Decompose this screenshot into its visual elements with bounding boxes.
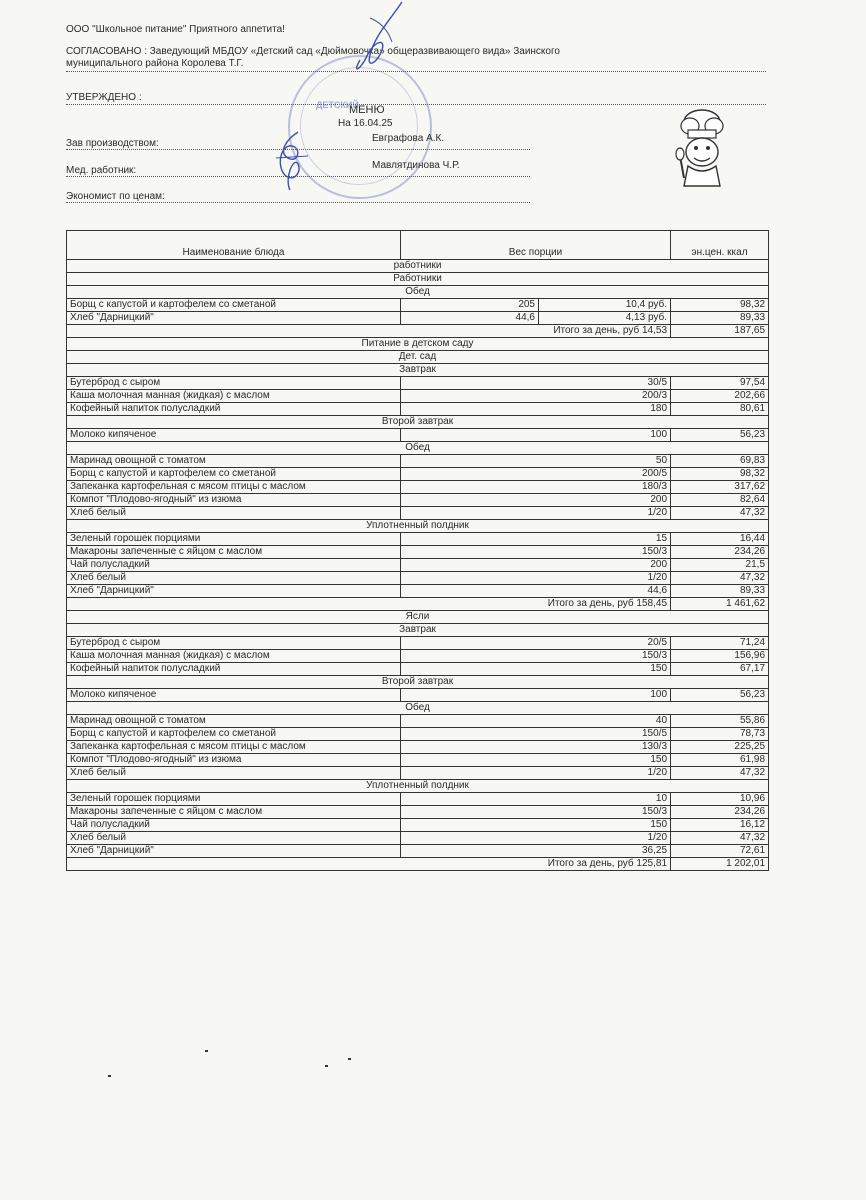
table-header-row bbox=[67, 231, 769, 260]
dish-name: Борщ с капустой и картофелем со сметаной bbox=[67, 728, 401, 741]
scan-speck bbox=[325, 1065, 328, 1067]
section-title: Завтрак bbox=[67, 364, 769, 377]
section-row bbox=[67, 260, 769, 273]
agreed-line-2: муниципального района Королева Т.Г. bbox=[66, 58, 244, 69]
section-title: Второй завтрак bbox=[67, 416, 769, 429]
signature-mark bbox=[330, 0, 410, 80]
agreed-dotted-line bbox=[66, 71, 766, 72]
table-row bbox=[67, 806, 769, 819]
dish-weight: 200 bbox=[401, 559, 671, 572]
dish-name: Чай полусладкий bbox=[67, 819, 401, 832]
dish-weight: 150 bbox=[401, 819, 671, 832]
dish-weight: 10 bbox=[401, 793, 671, 806]
dish-weight: 15 bbox=[401, 533, 671, 546]
section-row bbox=[67, 442, 769, 455]
dish-name: Зеленый горошек порциями bbox=[67, 533, 401, 546]
dish-kcal: 56,23 bbox=[671, 689, 769, 702]
dish-name: Борщ с капустой и картофелем со сметаной bbox=[67, 299, 401, 312]
total-label: Итого за день, руб 14,53 bbox=[67, 325, 671, 338]
dish-kcal: 72,61 bbox=[671, 845, 769, 858]
dish-name: Запеканка картофельная с мясом птицы с маслом bbox=[67, 481, 401, 494]
table-row bbox=[67, 468, 769, 481]
dish-kcal: 55,86 bbox=[671, 715, 769, 728]
dish-kcal: 78,73 bbox=[671, 728, 769, 741]
header-energy-kcal: эн.цен. ккал bbox=[671, 231, 769, 260]
dish-name: Маринад овощной с томатом bbox=[67, 715, 401, 728]
table-row bbox=[67, 390, 769, 403]
table-row bbox=[67, 845, 769, 858]
chef-icon bbox=[672, 106, 734, 190]
section-title: Завтрак bbox=[67, 624, 769, 637]
signature-medic bbox=[268, 128, 328, 198]
table-row bbox=[67, 546, 769, 559]
dish-weight: 150/3 bbox=[401, 546, 671, 559]
header-dish-name: Наименование блюда bbox=[67, 231, 401, 260]
section-title: Второй завтрак bbox=[67, 676, 769, 689]
section-title: Обед bbox=[67, 286, 769, 299]
section-row bbox=[67, 780, 769, 793]
section-row bbox=[67, 286, 769, 299]
dish-kcal: 47,32 bbox=[671, 767, 769, 780]
dish-name: Молоко кипяченое bbox=[67, 429, 401, 442]
dish-name: Каша молочная манная (жидкая) с маслом bbox=[67, 390, 401, 403]
dish-name: Хлеб белый bbox=[67, 832, 401, 845]
total-row bbox=[67, 325, 769, 338]
dish-weight: 100 bbox=[401, 429, 671, 442]
table-row bbox=[67, 403, 769, 416]
menu-date: На 16.04.25 bbox=[338, 118, 393, 129]
dish-kcal: 21,5 bbox=[671, 559, 769, 572]
total-row bbox=[67, 858, 769, 871]
section-title: Ясли bbox=[67, 611, 769, 624]
dish-weight: 200 bbox=[401, 494, 671, 507]
dish-weight: 150 bbox=[401, 663, 671, 676]
dish-weight: 44,6 bbox=[401, 312, 539, 325]
table-row bbox=[67, 832, 769, 845]
dish-kcal: 16,12 bbox=[671, 819, 769, 832]
section-title: Уплотненный полдник bbox=[67, 780, 769, 793]
section-row bbox=[67, 416, 769, 429]
section-row bbox=[67, 702, 769, 715]
dish-kcal: 156,96 bbox=[671, 650, 769, 663]
dish-weight: 1/20 bbox=[401, 507, 671, 520]
dish-name: Хлеб "Дарницкий" bbox=[67, 845, 401, 858]
dish-weight: 200/5 bbox=[401, 468, 671, 481]
section-title: Работники bbox=[67, 273, 769, 286]
dish-weight: 100 bbox=[401, 689, 671, 702]
table-row bbox=[67, 767, 769, 780]
menu-title: МЕНЮ bbox=[349, 104, 385, 116]
agreed-line-1: СОГЛАСОВАНО : Заведующий МБДОУ «Детский сад «Дюймовочка» общеразвивающего вида» Заинского bbox=[66, 46, 560, 57]
dish-name: Борщ с капустой и картофелем со сметаной bbox=[67, 468, 401, 481]
section-row bbox=[67, 611, 769, 624]
dish-price: 4,13 руб. bbox=[539, 312, 671, 325]
dish-kcal: 69,83 bbox=[671, 455, 769, 468]
dish-kcal: 80,61 bbox=[671, 403, 769, 416]
menu-table-body bbox=[67, 231, 769, 871]
dish-name: Зеленый горошек порциями bbox=[67, 793, 401, 806]
dish-kcal: 97,54 bbox=[671, 377, 769, 390]
dish-kcal: 47,32 bbox=[671, 507, 769, 520]
dish-name: Хлеб "Дарницкий" bbox=[67, 585, 401, 598]
total-kcal: 187,65 bbox=[671, 325, 769, 338]
dish-name: Хлеб белый bbox=[67, 572, 401, 585]
dish-kcal: 225,25 bbox=[671, 741, 769, 754]
table-row bbox=[67, 455, 769, 468]
table-row bbox=[67, 793, 769, 806]
section-row bbox=[67, 364, 769, 377]
economist-label: Экономист по ценам: bbox=[66, 191, 165, 202]
dish-weight: 44,6 bbox=[401, 585, 671, 598]
dish-weight: 36,25 bbox=[401, 845, 671, 858]
table-row bbox=[67, 819, 769, 832]
table-row bbox=[67, 312, 769, 325]
dish-kcal: 47,32 bbox=[671, 572, 769, 585]
section-title: Уплотненный полдник bbox=[67, 520, 769, 533]
dish-weight: 150/3 bbox=[401, 650, 671, 663]
section-title: Обед bbox=[67, 702, 769, 715]
section-title: работники bbox=[67, 260, 769, 273]
dish-name: Макароны запеченные с яйцом с маслом bbox=[67, 806, 401, 819]
dish-weight: 1/20 bbox=[401, 767, 671, 780]
dish-weight: 40 bbox=[401, 715, 671, 728]
dish-kcal: 317,62 bbox=[671, 481, 769, 494]
table-row bbox=[67, 754, 769, 767]
approved-label: УТВЕРЖДЕНО : bbox=[66, 92, 142, 103]
total-label: Итого за день, руб 125,81 bbox=[67, 858, 671, 871]
dish-name: Запеканка картофельная с мясом птицы с маслом bbox=[67, 741, 401, 754]
seal-stamp-text: ДЕТСКИЙ bbox=[316, 100, 359, 110]
section-title: Дет. сад bbox=[67, 351, 769, 364]
dish-name: Молоко кипяченое bbox=[67, 689, 401, 702]
medic-label: Мед. работник: bbox=[66, 165, 137, 176]
dish-weight: 130/3 bbox=[401, 741, 671, 754]
dish-kcal: 67,17 bbox=[671, 663, 769, 676]
dish-name: Каша молочная манная (жидкая) с маслом bbox=[67, 650, 401, 663]
table-row bbox=[67, 494, 769, 507]
table-row bbox=[67, 481, 769, 494]
dish-kcal: 47,32 bbox=[671, 832, 769, 845]
dish-name: Хлеб белый bbox=[67, 507, 401, 520]
dish-name: Чай полусладкий bbox=[67, 559, 401, 572]
dish-kcal: 10,96 bbox=[671, 793, 769, 806]
dish-weight: 150/3 bbox=[401, 806, 671, 819]
company-name: ООО "Школьное питание" Приятного аппетита! bbox=[66, 24, 285, 35]
section-row bbox=[67, 624, 769, 637]
dish-kcal: 82,64 bbox=[671, 494, 769, 507]
dish-kcal: 98,32 bbox=[671, 299, 769, 312]
dish-name: Хлеб белый bbox=[67, 767, 401, 780]
total-row bbox=[67, 598, 769, 611]
table-row bbox=[67, 585, 769, 598]
production-name: Евграфова А.К. bbox=[372, 133, 445, 144]
dish-name: Бутерброд с сыром bbox=[67, 377, 401, 390]
dish-weight: 50 bbox=[401, 455, 671, 468]
scan-speck bbox=[108, 1075, 111, 1077]
dish-name: Хлеб "Дарницкий" bbox=[67, 312, 401, 325]
table-row bbox=[67, 377, 769, 390]
table-row bbox=[67, 663, 769, 676]
dish-name: Макароны запеченные с яйцом с маслом bbox=[67, 546, 401, 559]
header-portion-weight: Вес порции bbox=[401, 231, 671, 260]
dish-weight: 150 bbox=[401, 754, 671, 767]
dish-weight: 180/3 bbox=[401, 481, 671, 494]
dish-weight: 20/5 bbox=[401, 637, 671, 650]
dish-kcal: 234,26 bbox=[671, 546, 769, 559]
table-row bbox=[67, 728, 769, 741]
dish-weight: 1/20 bbox=[401, 832, 671, 845]
table-row bbox=[67, 533, 769, 546]
menu-table bbox=[66, 230, 769, 871]
total-kcal: 1 461,62 bbox=[671, 598, 769, 611]
dish-weight: 180 bbox=[401, 403, 671, 416]
dish-kcal: 89,33 bbox=[671, 312, 769, 325]
dish-name: Бутерброд с сыром bbox=[67, 637, 401, 650]
table-row bbox=[67, 299, 769, 312]
dish-kcal: 202,66 bbox=[671, 390, 769, 403]
dish-kcal: 89,33 bbox=[671, 585, 769, 598]
total-kcal: 1 202,01 bbox=[671, 858, 769, 871]
table-row bbox=[67, 715, 769, 728]
dish-weight: 205 bbox=[401, 299, 539, 312]
table-row bbox=[67, 650, 769, 663]
economist-dotted-line bbox=[66, 202, 530, 203]
table-row bbox=[67, 507, 769, 520]
dish-name: Компот "Плодово-ягодный" из изюма bbox=[67, 494, 401, 507]
table-row bbox=[67, 637, 769, 650]
dish-name: Кофейный напиток полусладкий bbox=[67, 663, 401, 676]
table-row bbox=[67, 429, 769, 442]
total-label: Итого за день, руб 158,45 bbox=[67, 598, 671, 611]
table-row bbox=[67, 741, 769, 754]
dish-kcal: 16,44 bbox=[671, 533, 769, 546]
dish-weight: 200/3 bbox=[401, 390, 671, 403]
dish-weight: 30/5 bbox=[401, 377, 671, 390]
dish-kcal: 71,24 bbox=[671, 637, 769, 650]
section-row bbox=[67, 676, 769, 689]
section-row bbox=[67, 351, 769, 364]
dish-kcal: 61,98 bbox=[671, 754, 769, 767]
scan-speck bbox=[348, 1058, 351, 1060]
dish-kcal: 56,23 bbox=[671, 429, 769, 442]
section-row bbox=[67, 338, 769, 351]
dish-name: Компот "Плодово-ягодный" из изюма bbox=[67, 754, 401, 767]
medic-name: Мавлятдинова Ч.Р. bbox=[372, 160, 460, 171]
dish-name: Маринад овощной с томатом bbox=[67, 455, 401, 468]
dish-kcal: 98,32 bbox=[671, 468, 769, 481]
dish-weight: 150/5 bbox=[401, 728, 671, 741]
table-row bbox=[67, 572, 769, 585]
section-title: Питание в детском саду bbox=[67, 338, 769, 351]
dish-weight: 1/20 bbox=[401, 572, 671, 585]
table-row bbox=[67, 559, 769, 572]
section-row bbox=[67, 520, 769, 533]
production-label: Зав производством: bbox=[66, 138, 159, 149]
section-title: Обед bbox=[67, 442, 769, 455]
scan-speck bbox=[205, 1050, 208, 1052]
dish-kcal: 234,26 bbox=[671, 806, 769, 819]
section-row bbox=[67, 273, 769, 286]
dish-name: Кофейный напиток полусладкий bbox=[67, 403, 401, 416]
table-row bbox=[67, 689, 769, 702]
dish-price: 10,4 руб. bbox=[539, 299, 671, 312]
